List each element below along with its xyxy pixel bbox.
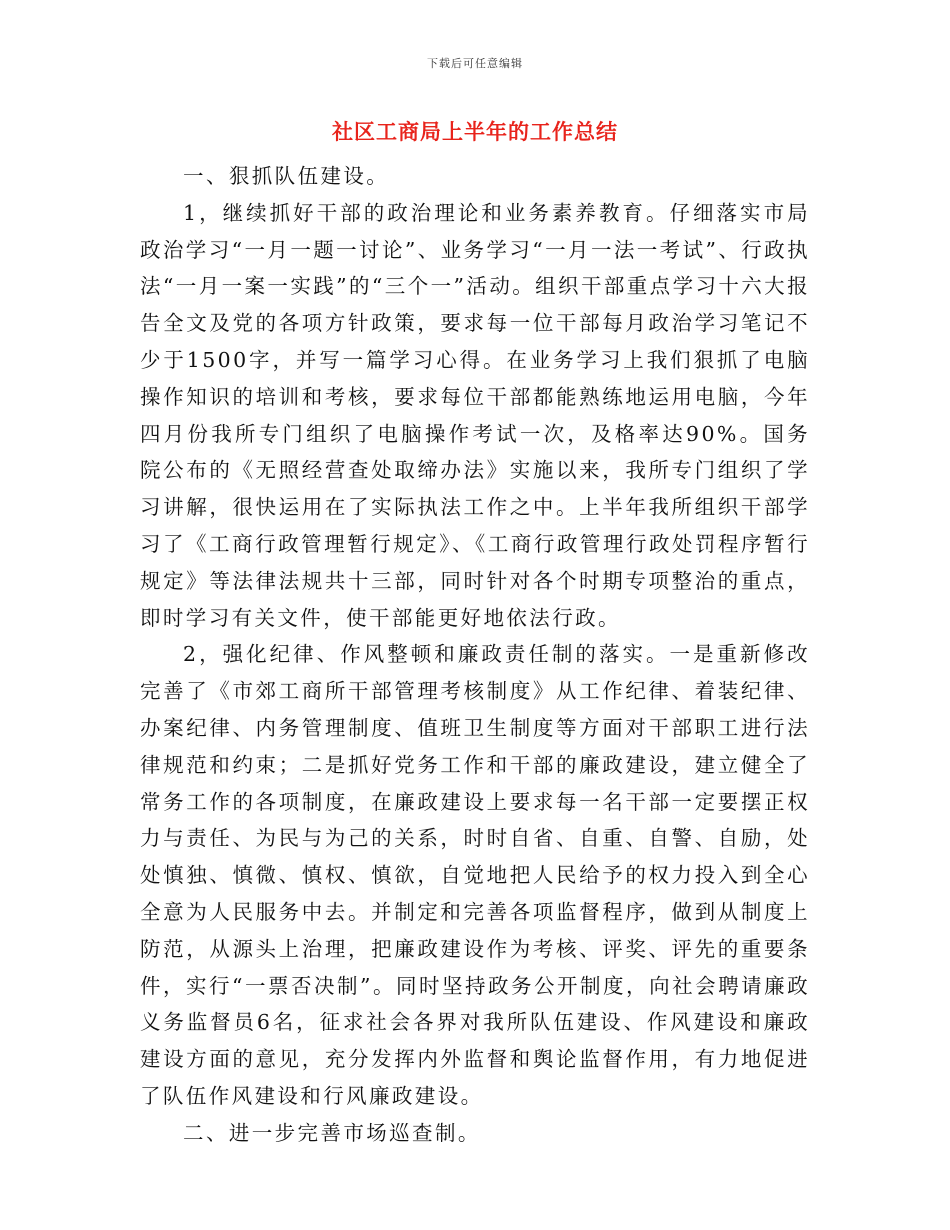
paragraph-discipline: 2，强化纪律、作风整顿和廉政责任制的落实。一是重新修改完善了《市郊工商所干部管理考核制度》从工作纪律、着装纪律、办案纪律、内务管理制度、值班卫生制度等方面对干部职工进行法律规范和约束；二是抓好党务工作和干部的廉政建设，建立健全了常务工作的各项制度，在廉政建设上要求每一名干部一定要摆正权力与责任、为民与为己的关系，时时自省、自重、自警、自励，处处慎独、慎微、慎权、慎欲，自觉地把人民给予的权力投入到全心全意为人民服务中去。并制定和完善各项监督程序，做到从制度上防范，从源头上治理，把廉政建设作为考核、评奖、评先的重要条件，实行“一票否决制”。同时坚持政务公开制度，向社会聘请廉政义务监督员6名，征求社会各界对我所队伍建设、作风建设和廉政建设方面的意见，充分发挥内外监督和舆论监督作用，有力地促进了队伍作风建设和行风廉政建设。 xyxy=(140,642,810,1108)
section-heading-team-building: 一、狠抓队伍建设。 xyxy=(183,164,390,188)
document-body xyxy=(140,158,810,1152)
document-title: 社区工商局上半年的工作总结 xyxy=(332,119,618,144)
section-heading-market-inspection: 二、进一步完善市场巡查制。 xyxy=(183,1120,481,1145)
paragraph-political-education: 1，继续抓好干部的政治理论和业务素养教育。仔细落实市局政治学习“一月一题一讨论”、业务学习“一月一法一考试”、行政执法“一月一案一实践”的“三个一”活动。组织干部重点学习十六大报告全文及党的各项方针政策，要求每一位干部每月政治学习笔记不少于1500字，并写一篇学习心得。在业务学习上我们狠抓了电脑操作知识的培训和考核，要求每位干部都能熟练地运用电脑，今年四月份我所专门组织了电脑操作考试一次，及格率达90%。国务院公布的《无照经营查处取缔办法》实施以来，我所专门组织了学习讲解，很快运用在了实际执法工作之中。上半年我所组织干部学习了《工商行政管理暂行规定》、《工商行政管理行政处罚程序暂行规定》等法律法规共十三部，同时针对各个时期专项整治的重点，即时学习有关文件，使干部能更好地依法行政。 xyxy=(140,200,810,630)
header-note: 下载后可任意编辑 xyxy=(427,57,523,70)
